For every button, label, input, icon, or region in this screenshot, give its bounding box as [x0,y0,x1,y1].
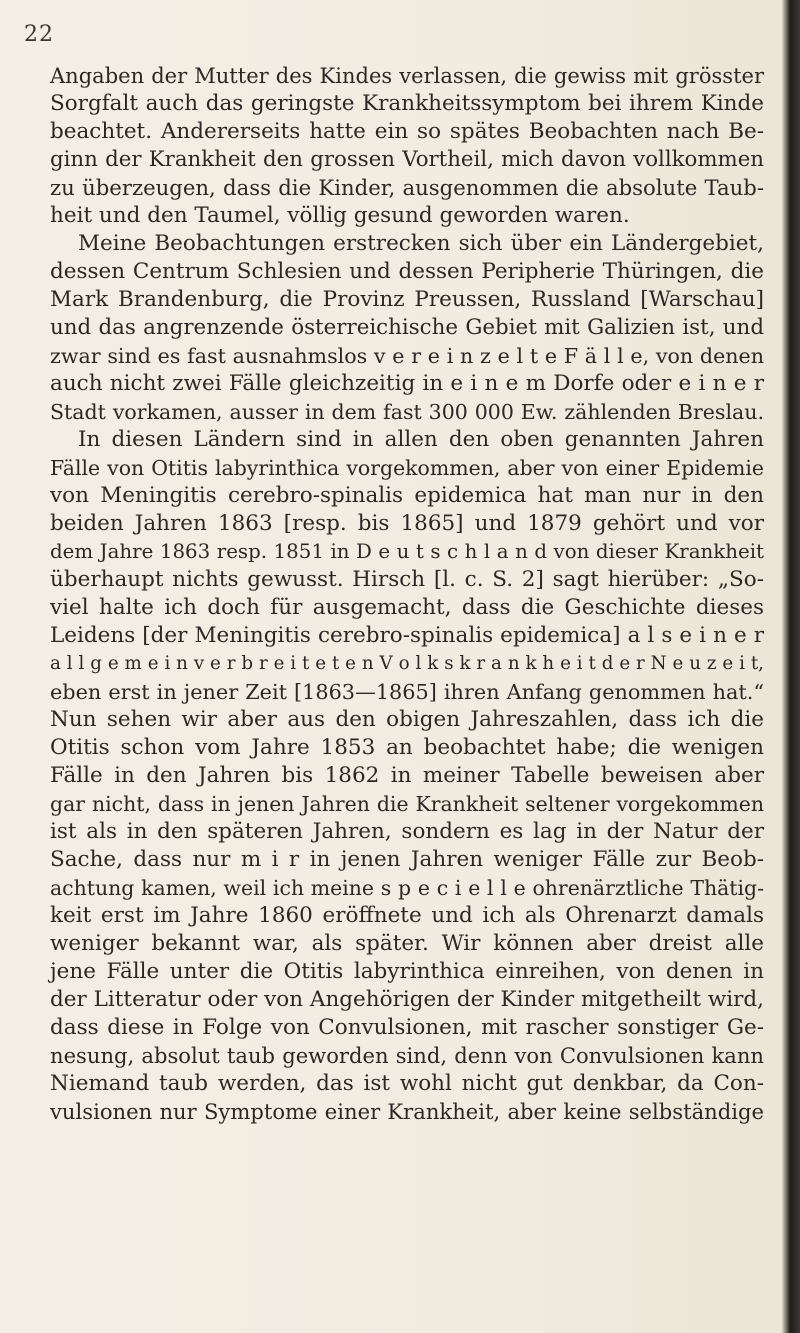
text-line: nesung, absolut taub geworden sind, denn von Convulsionen kann [50,1043,764,1068]
text-line: Otitis schon vom Jahre 1853 an beobachtet habe; die wenigen [50,735,764,760]
text-line: Niemand taub werden, das ist wohl nicht gut denkbar, da Con- [50,1071,764,1096]
text-line: auch nicht zwei Fälle gleichzeitig in e i n e m Dorfe oder e i n e r [50,371,764,396]
text-line: vulsionen nur Symptome einer Krankheit, aber keine selbständige [50,1099,764,1124]
text-line: Stadt vorkamen, ausser in dem fast 300 000 Ew. zählenden Breslau. [50,400,764,424]
text-line: dass diese in Folge von Convulsionen, mit rascher sonstiger Ge- [50,1015,764,1040]
text-line: Fälle von Otitis labyrinthica vorgekommen, aber von einer Epidemie [50,456,764,480]
text-line: von Meningitis cerebro-spinalis epidemica hat man nur in den [50,483,764,508]
text-line: Mark Brandenburg, die Provinz Preussen, Russland [Warschau] [50,287,764,312]
text-line: Leidens [der Meningitis cerebro-spinalis epidemica] a l s e i n e r [50,623,764,648]
text-line: Sache, dass nur m i r in jenen Jahren weniger Fälle zur Beob- [50,847,764,872]
text-line: ist als in den späteren Jahren, sondern es lag in der Natur der [50,819,764,844]
text-line: zwar sind es fast ausnahmslos v e r e i n z e l t e F ä l l e, von denen [50,344,764,368]
text-line: Fälle in den Jahren bis 1862 in meiner Tabelle beweisen aber [50,763,764,788]
text-line: jene Fälle unter die Otitis labyrinthica einreihen, von denen in [50,959,764,984]
text-line: ginn der Krankheit den grossen Vortheil, mich davon vollkommen [50,147,764,172]
text-line: weniger bekannt war, als später. Wir können aber dreist alle [50,931,764,956]
text-line: viel halte ich doch für ausgemacht, dass die Geschichte dieses [50,595,764,620]
text-line: dem Jahre 1863 resp. 1851 in D e u t s c h l a n d von dieser Krankheit [50,540,764,563]
text-line: beiden Jahren 1863 [resp. bis 1865] und 1879 gehört und vor [50,511,764,536]
text-line: Meine Beobachtungen erstrecken sich über ein Ländergebiet, [78,231,764,256]
text-line: beachtet. Andererseits hatte ein so spätes Beobachten nach Be- [50,119,764,144]
text-line: Nun sehen wir aber aus den obigen Jahreszahlen, dass ich die [50,707,764,732]
text-line: heit und den Taumel, völlig gesund geworden waren. [50,203,630,228]
text-line: Sorgfalt auch das geringste Krankheitssymptom bei ihrem Kinde [50,91,764,116]
page-edge-shadow [782,0,800,1333]
text-line: zu überzeugen, dass die Kinder, ausgenommen die absolute Taub- [50,175,764,200]
body-text [50,62,764,1126]
text-line: Angaben der Mutter des Kindes verlassen, die gewiss mit grösster [50,63,764,88]
text-line: eben erst in jener Zeit [1863—1865] ihren Anfang genommen hat.“ [50,680,764,704]
text-line: der Litteratur oder von Angehörigen der Kinder mitgetheilt wird, [50,987,764,1012]
text-line: keit erst im Jahre 1860 eröffnete und ich als Ohrenarzt damals [50,903,764,928]
text-line: dessen Centrum Schlesien und dessen Peripherie Thüringen, die [50,259,764,284]
text-line: achtung kamen, weil ich meine s p e c i e l l e ohrenärztliche Thätig- [50,876,764,900]
page-number: 22 [24,22,54,47]
text-line: gar nicht, dass in jenen Jahren die Krankheit seltener vorgekommen [50,792,764,816]
text-line: a l l g e m e i n v e r b r e i t e t e n V o l k s k r a n k h e i t d e r N e u z e i t, [50,653,764,674]
text-line: überhaupt nichts gewusst. Hirsch [l. c. S. 2] sagt hierüber: „So- [50,567,764,592]
text-line: In diesen Ländern sind in allen den oben genannten Jahren [78,427,764,452]
text-line: und das angrenzende österreichische Gebiet mit Galizien ist, und [50,315,764,340]
